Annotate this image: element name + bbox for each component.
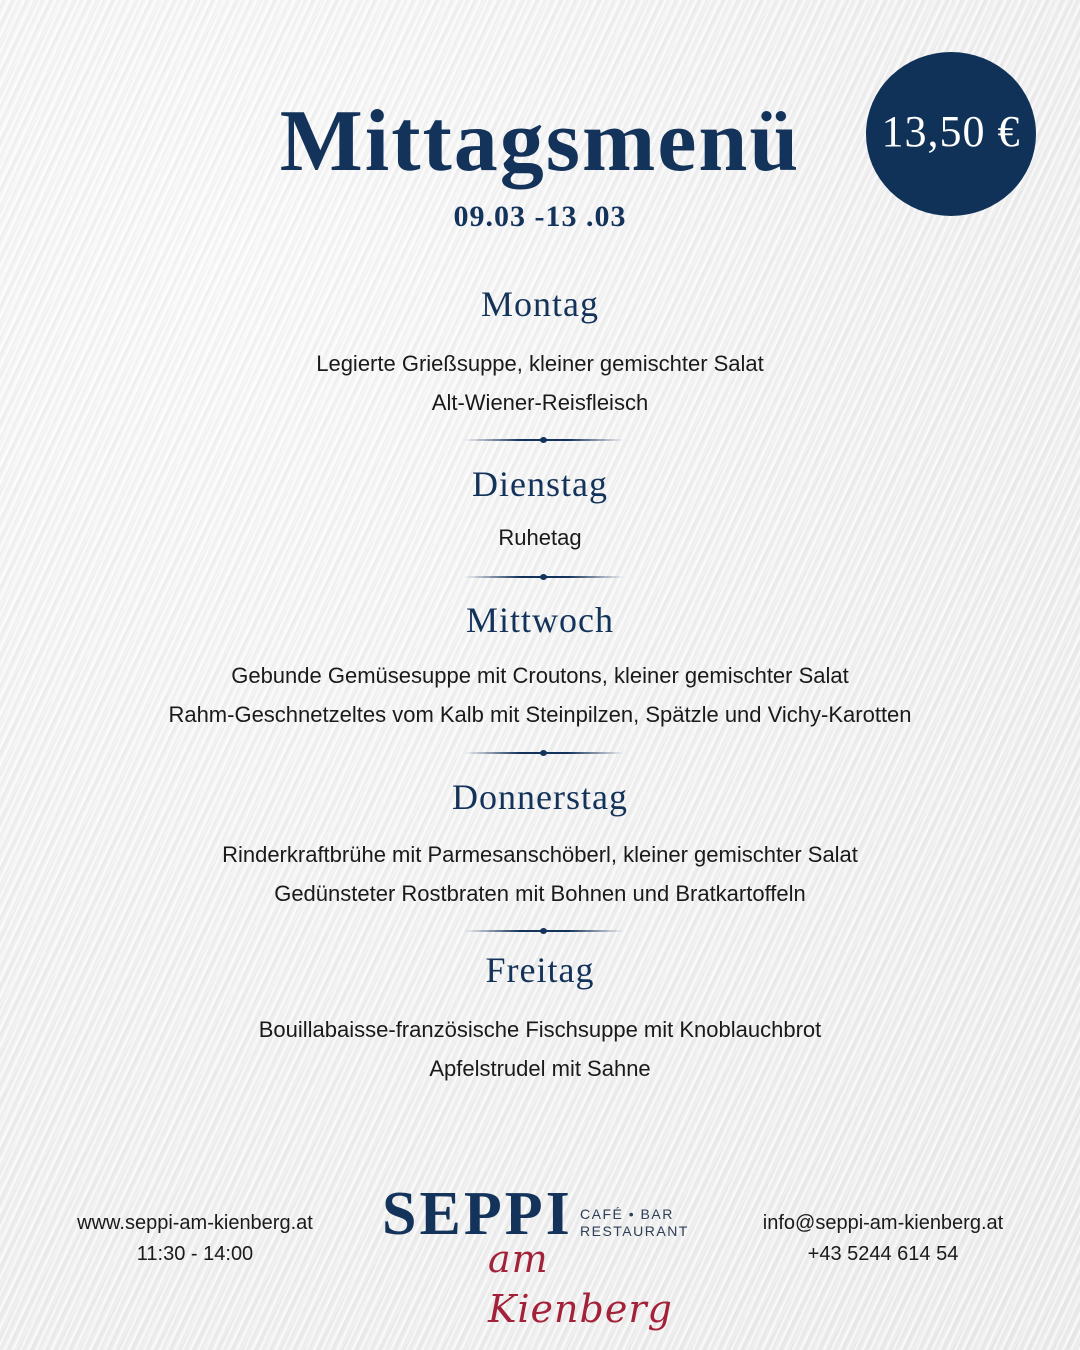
- logo-script: am Kienberg: [488, 1237, 673, 1331]
- website-link[interactable]: www.seppi-am-kienberg.at: [77, 1212, 313, 1234]
- day-title: Freitag: [485, 950, 595, 990]
- dish-item: Apfelstrudel mit Sahne: [429, 1056, 651, 1081]
- logo-wordmark: SEPPI: [382, 1180, 573, 1248]
- day-title: Mittwoch: [466, 600, 614, 640]
- ornamental-divider: [464, 574, 624, 580]
- page-title: Mittagsmenü: [279, 93, 801, 190]
- footer-contact-left: [40, 1208, 350, 1270]
- day-section-dienstag: [0, 462, 1080, 557]
- date-range: 09.03 -13 .03: [453, 200, 627, 233]
- phone-number[interactable]: +43 5244 614 54: [807, 1243, 959, 1265]
- dish-item: Alt-Wiener-Reisfleisch: [431, 390, 649, 415]
- day-section-freitag: [0, 948, 1080, 1088]
- day-section-mittwoch: [0, 598, 1080, 734]
- day-section-donnerstag: [0, 775, 1080, 913]
- ornamental-divider: [464, 437, 624, 443]
- ornamental-divider: [464, 750, 624, 756]
- day-title: Montag: [481, 284, 599, 324]
- dish-item: Ruhetag: [498, 525, 582, 550]
- logo-subtitle: CAFÉ • BAR RESTAURANT: [580, 1206, 689, 1239]
- restaurant-logo: [380, 1180, 700, 1331]
- dish-item: Legierte Grießsuppe, kleiner gemischter Salat: [316, 351, 764, 376]
- day-section-montag: [0, 282, 1080, 422]
- dish-item: Rahm-Geschnetzeltes vom Kalb mit Steinpilzen, Spätzle und Vichy-Karotten: [168, 702, 912, 727]
- ornamental-divider: [464, 928, 624, 934]
- day-title: Dienstag: [472, 464, 608, 504]
- price-value: 13,50 €: [881, 106, 1021, 156]
- opening-hours: 11:30 - 14:00: [136, 1243, 254, 1265]
- footer-contact-right: [728, 1208, 1038, 1270]
- price-badge: [866, 52, 1036, 216]
- dish-item: Gebunde Gemüsesuppe mit Croutons, kleiner gemischter Salat: [231, 663, 849, 688]
- day-title: Donnerstag: [452, 777, 628, 817]
- dish-item: Rinderkraftbrühe mit Parmesanschöberl, kleiner gemischter Salat: [222, 842, 858, 867]
- dish-item: Gedünsteter Rostbraten mit Bohnen und Bratkartoffeln: [274, 881, 806, 906]
- dish-item: Bouillabaisse-französische Fischsuppe mit Knoblauchbrot: [258, 1017, 822, 1042]
- email-link[interactable]: info@seppi-am-kienberg.at: [762, 1212, 1004, 1234]
